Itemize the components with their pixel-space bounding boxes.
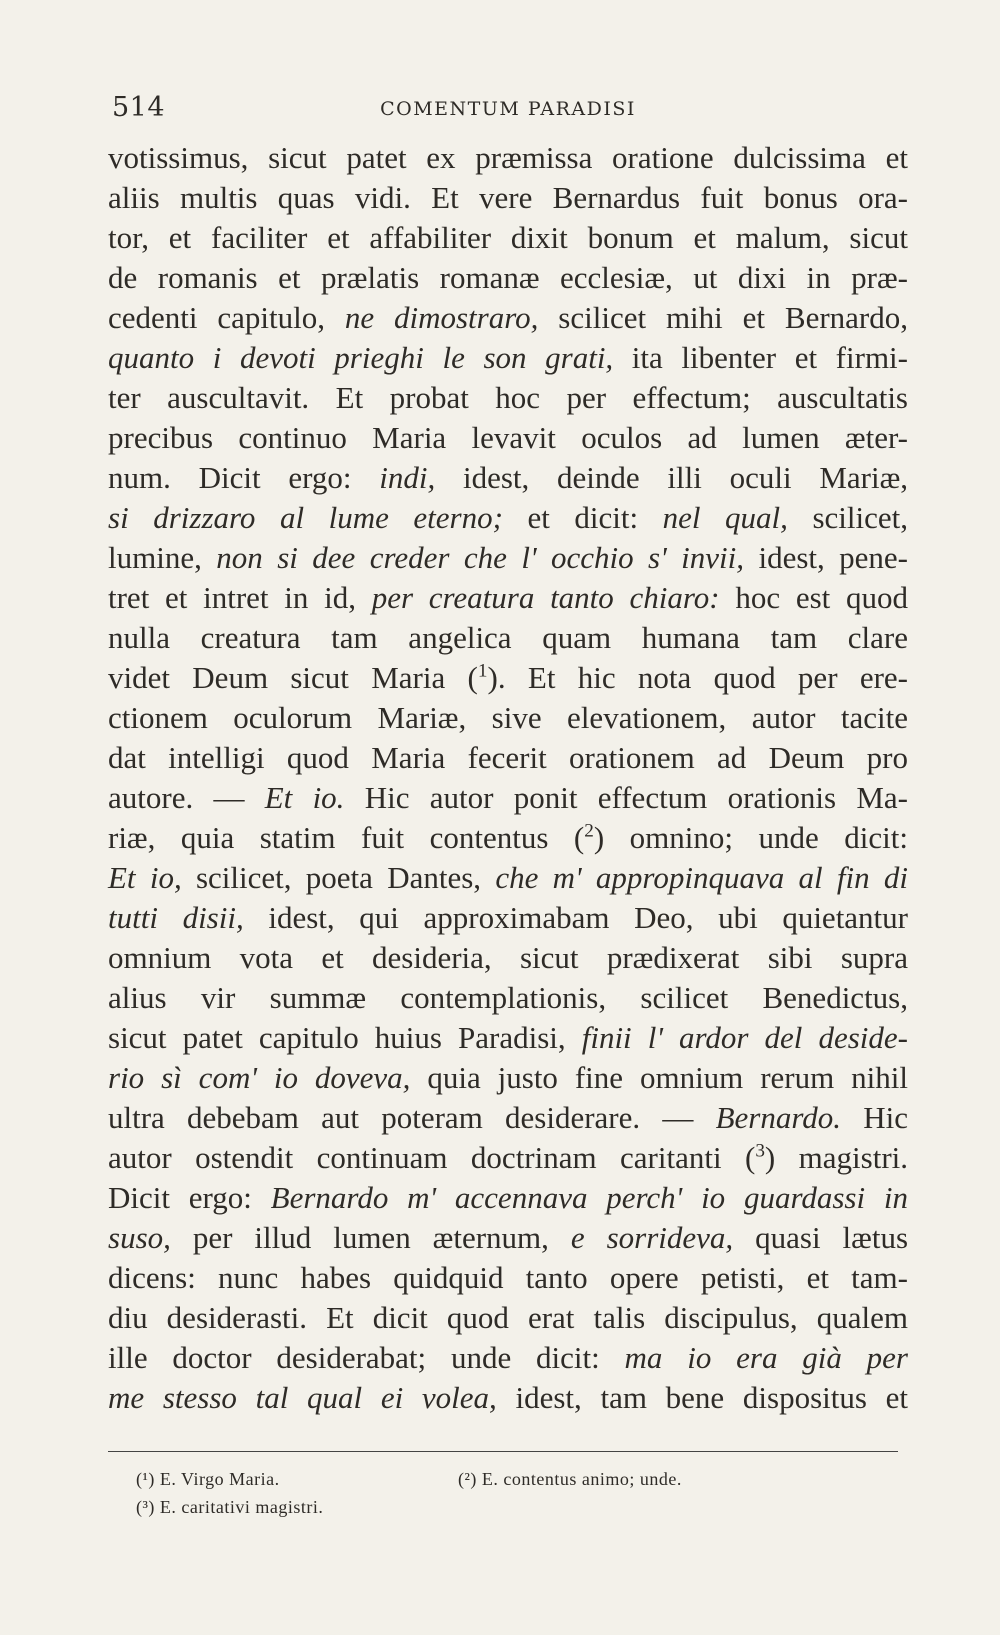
footnote-1: (¹) E. Virgo Maria. xyxy=(136,1469,280,1489)
text-line xyxy=(108,138,908,178)
text-segment: hoc est quod xyxy=(719,580,908,615)
footnote-2: (²) E. contentus animo; unde. xyxy=(458,1469,682,1489)
text-segment: ). Et hic nota quod per ere- xyxy=(487,660,908,695)
text-segment: nulla creatura tam angelica quam humana tam clare xyxy=(108,620,908,655)
text-segment: ter auscultavit. Et probat hoc per effectum; auscultatis xyxy=(108,380,908,415)
text-line xyxy=(108,298,908,338)
text-segment: Dicit ergo: xyxy=(108,1180,271,1215)
text-line xyxy=(108,578,908,618)
text-line xyxy=(108,498,908,538)
text-segment: idest, deinde illi oculi Mariæ, xyxy=(435,460,909,495)
text-segment: ctionem oculorum Mariæ, sive elevationem, autor tacite xyxy=(108,700,908,735)
italic-quote: per creatura tanto chiaro: xyxy=(371,580,720,615)
text-segment: alius vir summæ contemplationis, scilicet Benedictus, xyxy=(108,980,908,1015)
text-line xyxy=(108,698,908,738)
text-segment: num. Dicit ergo: xyxy=(108,460,380,495)
text-segment: quia justo fine omnium rerum nihil xyxy=(410,1060,908,1095)
text-segment: dicens: nunc habes quidquid tanto opere petisti, et tam- xyxy=(108,1260,908,1295)
text-segment: lumine, xyxy=(108,540,217,575)
text-segment: scilicet mihi et Bernardo, xyxy=(538,300,908,335)
text-segment: idest, tam bene dispositus et xyxy=(496,1380,908,1415)
italic-quote: nel qual, xyxy=(662,500,788,535)
text-segment: ille doctor desiderabat; unde dicit: xyxy=(108,1340,625,1375)
text-segment: per illud lumen æternum, xyxy=(170,1220,571,1255)
text-segment: tor, et faciliter et affabiliter dixit bonum et malum, sicut xyxy=(108,220,908,255)
italic-quote: Et io. xyxy=(264,780,345,815)
text-line xyxy=(108,858,908,898)
italic-quote: me stesso tal qual ei volea, xyxy=(108,1380,497,1415)
text-line xyxy=(108,218,908,258)
text-line xyxy=(108,738,908,778)
text-line xyxy=(108,1298,908,1338)
text-segment: autor ostendit continuam doctrinam caritanti ( xyxy=(108,1140,756,1175)
text-line xyxy=(108,538,908,578)
text-line xyxy=(108,778,908,818)
italic-quote: e sorrideva, xyxy=(570,1220,734,1255)
footnote-ref: 2 xyxy=(584,820,594,842)
text-segment: idest, qui approximabam Deo, ubi quietantur xyxy=(243,900,908,935)
text-segment: cedenti capitulo, xyxy=(108,300,345,335)
footnote-ref: 3 xyxy=(755,1140,765,1162)
text-line xyxy=(108,1098,908,1138)
text-line xyxy=(108,458,908,498)
text-line xyxy=(108,1218,908,1258)
italic-quote: tutti disii, xyxy=(108,900,244,935)
text-line xyxy=(108,1378,908,1418)
text-line xyxy=(108,178,908,218)
text-segment: tret et intret in id, xyxy=(108,580,372,615)
text-segment: scilicet, xyxy=(787,500,908,535)
text-segment: idest, pene- xyxy=(744,540,909,575)
text-line xyxy=(108,1338,908,1378)
italic-quote: si drizzaro al lume eterno; xyxy=(108,500,503,535)
text-segment: ultra debebam aut poteram desiderare. — xyxy=(108,1100,716,1135)
text-segment: ) omnino; unde dicit: xyxy=(593,820,908,855)
italic-quote: non si dee creder che l' occhio s' invii, xyxy=(216,540,745,575)
text-segment: videt Deum sicut Maria ( xyxy=(108,660,478,695)
text-line xyxy=(108,418,908,458)
text-segment: Hic autor ponit effectum orationis Ma- xyxy=(344,780,908,815)
italic-quote: Bernardo m' accennava perch' io guardassi in xyxy=(270,1180,908,1215)
text-line xyxy=(108,658,908,698)
text-line xyxy=(108,1258,908,1298)
italic-quote: ne dimostraro, xyxy=(344,300,539,335)
italic-quote: Bernardo. xyxy=(715,1100,842,1135)
text-segment: ita libenter et firmi- xyxy=(613,340,908,375)
text-line xyxy=(108,1178,908,1218)
italic-quote: quanto i devoti prieghi le son grati, xyxy=(108,340,614,375)
italic-quote: ma io era già per xyxy=(624,1340,908,1375)
text-line xyxy=(108,938,908,978)
footnote-divider xyxy=(108,1451,898,1452)
text-segment: Hic xyxy=(841,1100,908,1135)
text-line xyxy=(108,1018,908,1058)
text-segment: scilicet, poeta Dantes, xyxy=(181,860,496,895)
text-line xyxy=(108,1058,908,1098)
footnotes xyxy=(136,1465,896,1521)
italic-quote: Et io, xyxy=(108,860,182,895)
text-segment: aliis multis quas vidi. Et vere Bernardus fuit bonus ora- xyxy=(108,180,908,215)
text-segment: votissimus, sicut patet ex præmissa oratione dulcissima et xyxy=(108,140,908,175)
text-segment: et dicit: xyxy=(502,500,663,535)
page-header xyxy=(112,92,904,128)
text-segment: quasi lætus xyxy=(733,1220,909,1255)
text-line xyxy=(108,1138,908,1178)
footnote-3: (³) E. caritativi magistri. xyxy=(136,1497,324,1517)
italic-quote: finii l' ardor del deside- xyxy=(581,1020,908,1055)
text-line xyxy=(108,338,908,378)
italic-quote: indi, xyxy=(379,460,436,495)
text-line xyxy=(108,978,908,1018)
italic-quote: rio sì com' io doveva, xyxy=(108,1060,411,1095)
text-segment: de romanis et prælatis romanæ ecclesiæ, ut dixi in præ- xyxy=(108,260,908,295)
running-title: COMENTUM PARADISI xyxy=(380,98,636,120)
text-segment: autore. — xyxy=(108,780,265,815)
footnote-ref: 1 xyxy=(477,660,488,682)
text-line xyxy=(108,898,908,938)
italic-quote: che m' appropinquava al fin di xyxy=(495,860,908,895)
text-line xyxy=(108,618,908,658)
text-segment: riæ, quia statim fuit contentus ( xyxy=(108,820,585,855)
page-number: 514 xyxy=(112,92,166,123)
text-segment: precibus continuo Maria levavit oculos ad lumen æter- xyxy=(108,420,908,455)
body-text xyxy=(108,138,908,1418)
text-line xyxy=(108,818,908,858)
text-segment: sicut patet capitulo huius Paradisi, xyxy=(108,1020,582,1055)
text-segment: ) magistri. xyxy=(764,1140,908,1175)
text-segment: omnium vota et desideria, sicut prædixerat sibi supra xyxy=(108,940,908,975)
italic-quote: suso, xyxy=(108,1220,171,1255)
text-line xyxy=(108,378,908,418)
text-line xyxy=(108,258,908,298)
text-segment: dat intelligi quod Maria fecerit orationem ad Deum pro xyxy=(108,740,908,775)
text-segment: diu desiderasti. Et dicit quod erat talis discipulus, qualem xyxy=(108,1300,908,1335)
